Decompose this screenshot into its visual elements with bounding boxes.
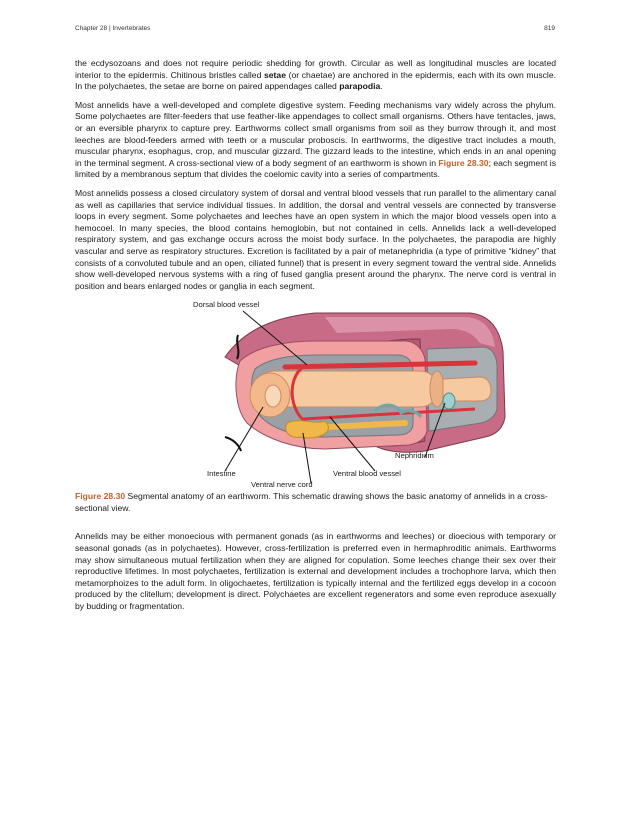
caption-figure-number: Figure 28.30 — [75, 491, 126, 502]
earthworm-diagram — [75, 299, 556, 489]
figure-link[interactable]: Figure 28.30 — [438, 157, 489, 168]
paragraph-setae — [75, 58, 556, 93]
caption-text: Segmental anatomy of an earthworm. This schematic drawing shows the basic anatomy of annelids in a cross-sectional view. — [75, 491, 548, 513]
text-run: . — [380, 81, 383, 92]
chapter-title: Chapter 28 | Invertebrates — [75, 25, 151, 32]
text-run: (or chaetae) are anchored in the epidermis, each with its own muscle. In the polychaetes, the setae are borne on paired appendages called — [75, 69, 556, 92]
text-run: Most annelids have a well-developed and complete digestive system. Feeding mechanisms vary widely across the phylum. Some polychaetes are filter-feeders that use feather-like appendages to collect small organisms. Others have tentacles, jaws, or an eversible pharynx to capture prey. Earthworms collect small organisms from soil as they burrow through it, and most leeches are blood-feeders armed with teeth or a muscular proboscis. In earthworms, the digestive tract includes a mouth, muscular pharynx, esophagus, crop, and muscular gizzard. The gizzard leads to the intestine, which ends in an anal opening in the terminal segment. A cross-sectional view of a body segment of an earthworm is shown in — [75, 99, 556, 168]
label-dorsal-vessel: Dorsal blood vessel — [193, 300, 260, 310]
figure-caption — [75, 491, 556, 514]
label-ventral-vessel: Ventral blood vessel — [333, 469, 401, 479]
earthworm-figure — [75, 299, 556, 489]
page-number: 819 — [544, 25, 555, 32]
term-parapodia: parapodia — [339, 81, 381, 92]
text-run: the ecdysozoans and does not require periodic shedding for growth. Circular as well as longitudinal muscles are located interior to the epidermis. Chitinous bristles called — [75, 58, 556, 80]
nerve-ganglion — [286, 421, 329, 438]
page-body — [75, 58, 556, 620]
term-setae: setae — [264, 69, 286, 80]
text-run: ; each segment is limited by a membranous septum that divides the coelomic cavity into a series of compartments. — [75, 157, 556, 180]
intestine-end — [430, 371, 444, 407]
label-intestine: Intestine — [207, 469, 236, 479]
nephridium-funnel — [443, 393, 455, 409]
paragraph-circulatory: Most annelids possess a closed circulatory system of dorsal and ventral blood vessels that run parallel to the alimentary canal as well as capillaries that service individual tissues. In addition, the dorsal and ventral vessels are connected by transverse loops in every segment. Some polychaetes and leeches have an open system in which the major blood vessels open into a hemocoel. In many species, the blood contains hemoglobin, but not contained in cells. Annelids lack a well-developed respiratory system, and gas exchange occurs across the moist body surface. In the polychaetes, the parapodia are highly vascular and serve as respiratory structures. Excretion is facilitated by a pair of metanephridia (a type of primitive “kidney” that consists of a convoluted tubule and an open, ciliated funnel) that is present in every segment toward the ventral side. Annelids show well-developed nervous systems with a ring of fused ganglia present around the pharynx. The nerve cord is ventral in position and bears enlarged nodes or ganglia in each segment. — [75, 187, 556, 291]
label-nerve-cord: Ventral nerve cord — [251, 480, 313, 490]
label-nephridium: Nephridium — [395, 451, 434, 461]
seta-top — [237, 335, 238, 359]
paragraph-reproduction: Annelids may be either monoecious with permanent gonads (as in earthworms and leeches) or dioecious with temporary or seasonal gonads (as in polychaetes). However, cross-fertilization is preferred even in hermaphroditic animals. Earthworms may show simultaneous mutual fertilization when they are aligned for copulation. Some leeches change their sex over their reproductive lifetimes. In most polychaetes, fertilization is external and development includes a trochophore larva, which then metamorphoizes to the adult form. In oligochaetes, fertilization is typically internal and the fertilized eggs develop in a cocoon produced by the clitellum; development is direct. Polychaetes are excellent regenerators and some even reproduce asexually by budding or fragmentation. — [75, 531, 556, 612]
page-header — [75, 25, 555, 37]
paragraph-digestive — [75, 100, 556, 181]
intestine-lumen — [265, 385, 281, 407]
